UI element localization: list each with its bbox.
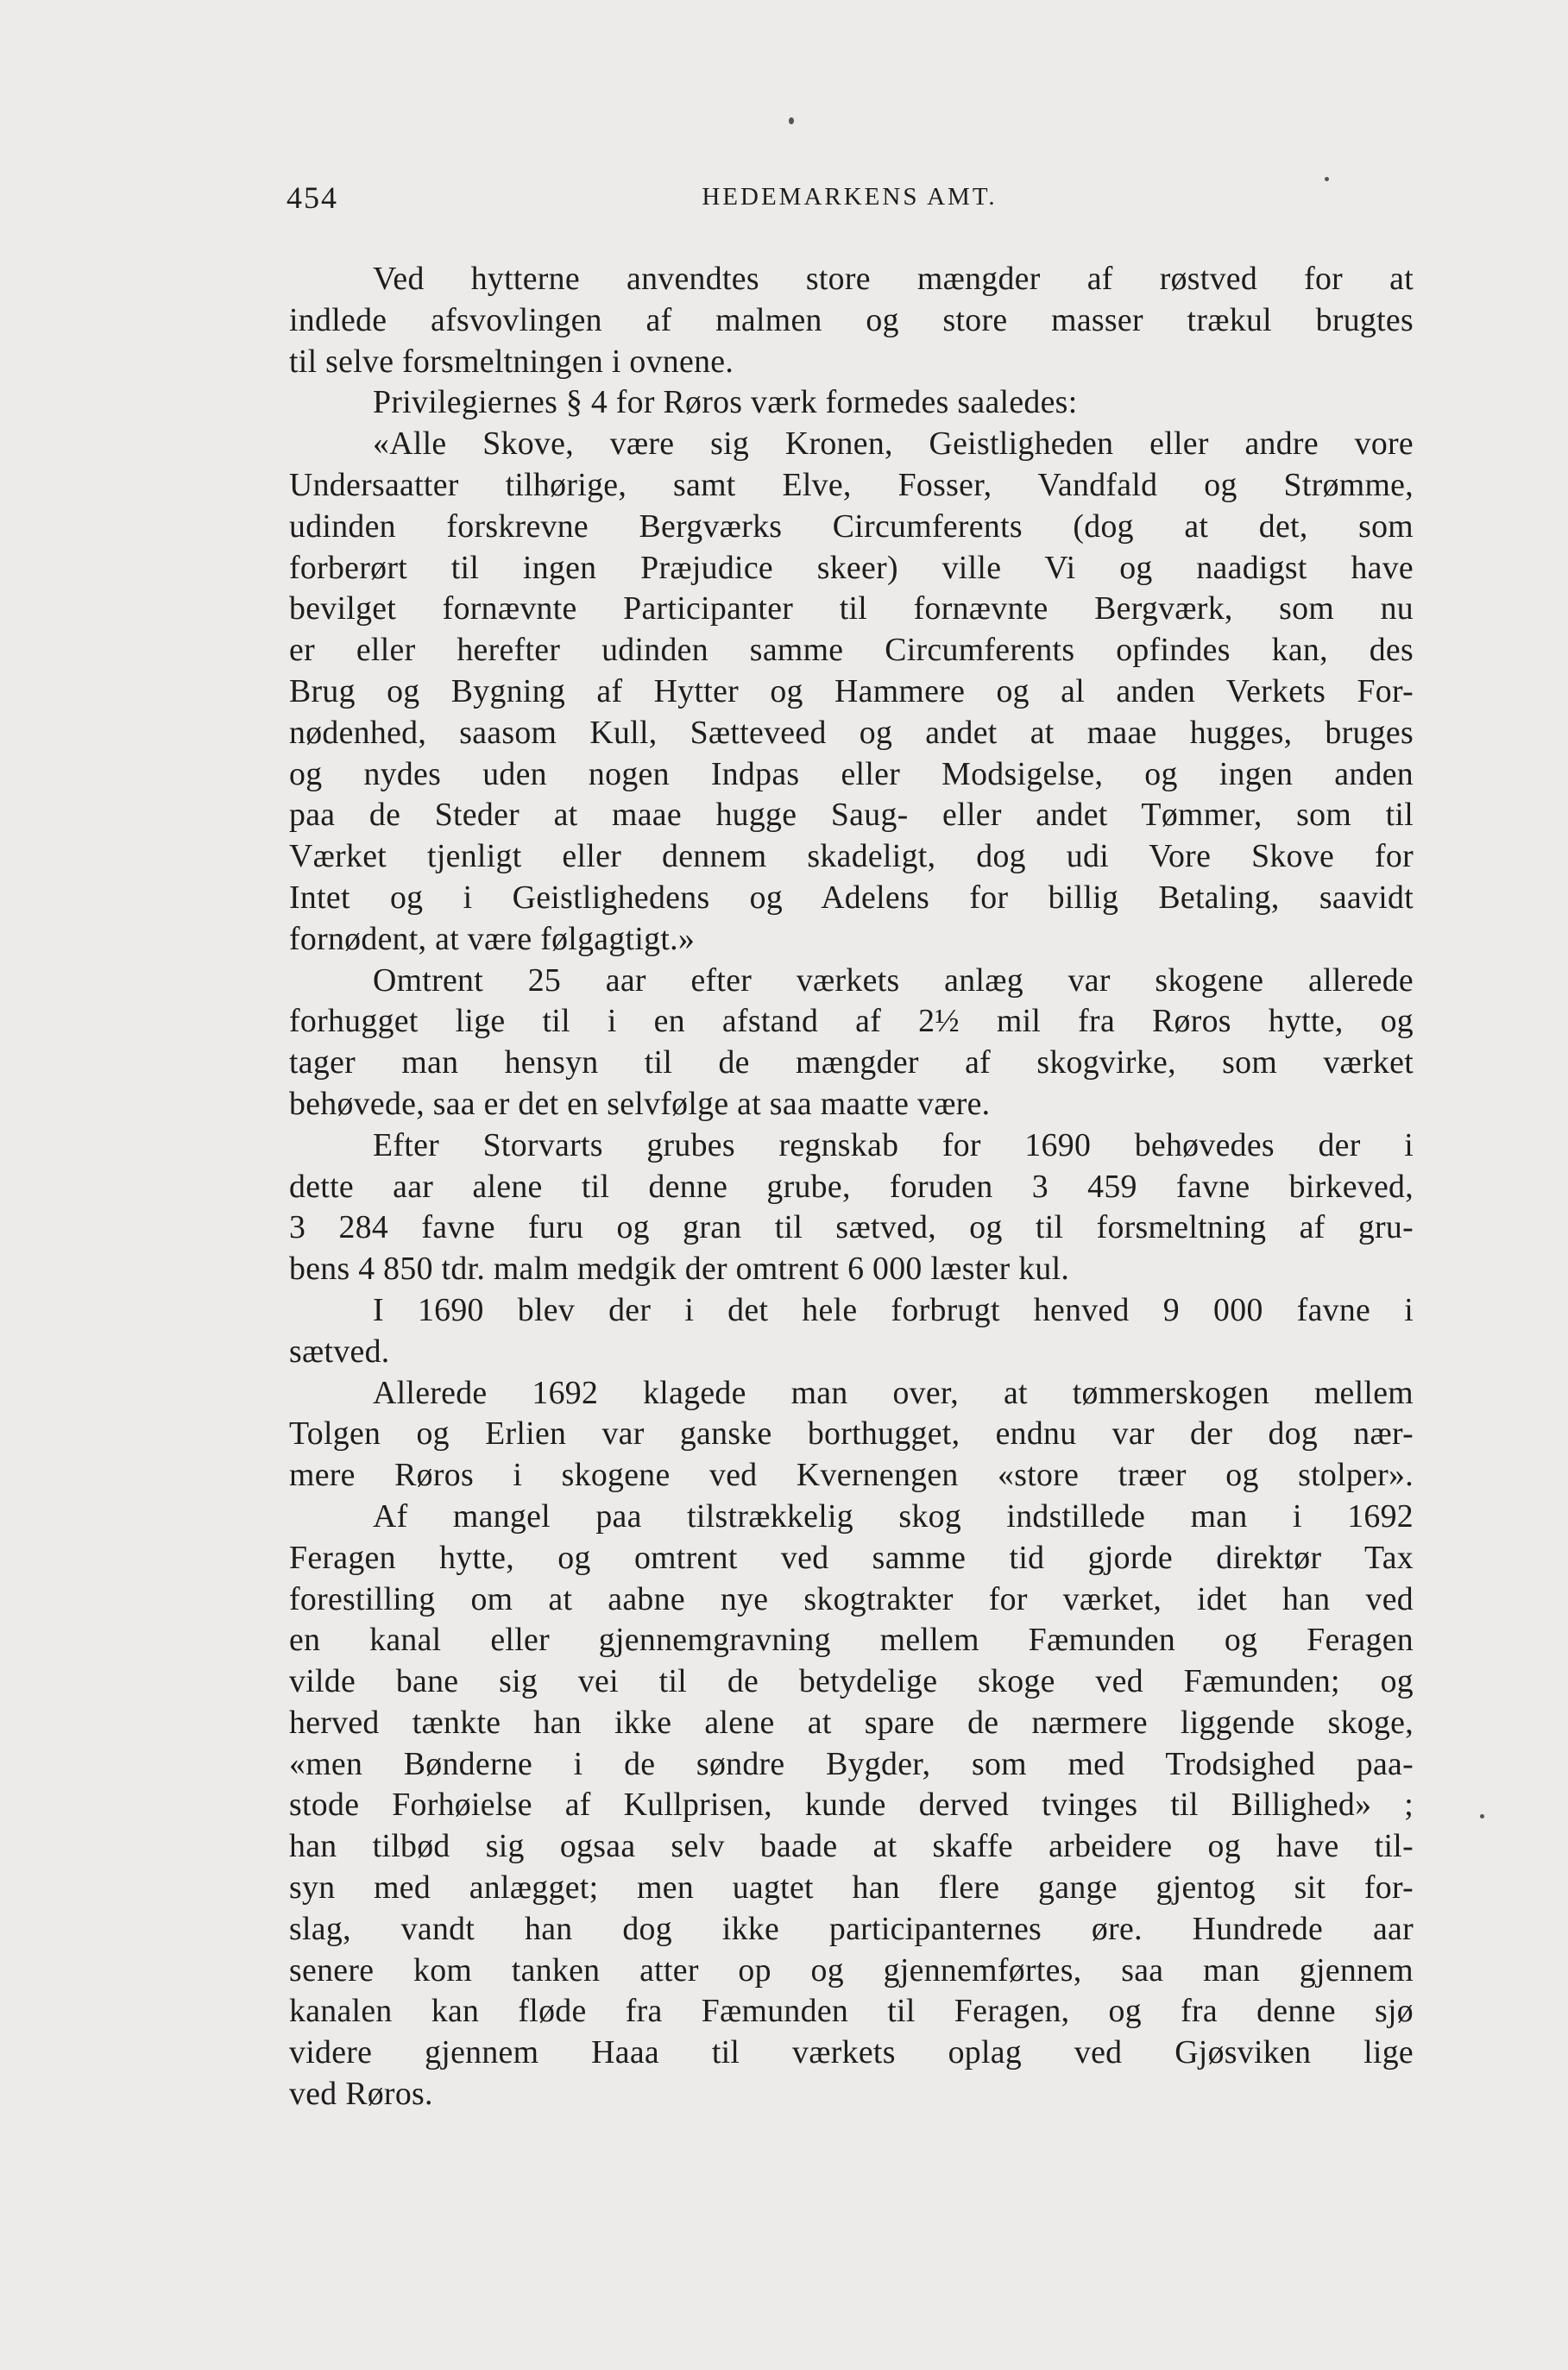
text-line: Tolgen og Erlien var ganske borthugget, endnu var der dog nær- <box>289 1415 1414 1453</box>
text-line: senere kom tanken atter op og gjennemførtes, saa man gjennem <box>289 1951 1414 1989</box>
text-line: og nydes uden nogen Indpas eller Modsigelse, og ingen anden <box>289 755 1414 792</box>
text-line: 3 284 favne furu og gran til sætved, og til forsmeltning af gru- <box>289 1209 1414 1246</box>
text-line: «Alle Skove, være sig Kronen, Geistligheden eller andre vore <box>373 425 1414 463</box>
text-line: sætved. <box>289 1333 390 1370</box>
text-line: Brug og Bygning af Hytter og Hammere og al anden Verkets For- <box>289 672 1414 709</box>
body-text <box>289 259 1414 2115</box>
text-line: slag, vandt han dog ikke participanternes øre. Hundrede aar <box>289 1910 1414 1947</box>
text-line: indlede afsvovlingen af malmen og store masser trækul brugtes <box>289 301 1414 338</box>
text-line: en kanal eller gjennemgravning mellem Fæmunden og Feragen <box>289 1622 1414 1659</box>
text-line: nødenhed, saasom Kull, Sætteveed og andet at maae hugges, bruges <box>289 714 1414 751</box>
text-line: bevilget fornævnte Participanter til fornævnte Bergværk, som nu <box>289 590 1414 627</box>
text-line: forberørt til ingen Præjudice skeer) ville Vi og naadigst have <box>289 549 1414 586</box>
text-line: kanalen kan fløde fra Fæmunden til Feragen, og fra denne sjø <box>289 1993 1414 2030</box>
text-line: mere Røros i skogene ved Kvernengen «store træer og stolper». <box>289 1457 1414 1494</box>
text-line: I 1690 blev der i det hele forbrugt henved 9 000 favne i <box>373 1291 1414 1328</box>
print-speck <box>1325 177 1329 181</box>
text-line: udinden forskrevne Bergværks Circumferents (dog at det, som <box>289 507 1414 545</box>
text-line: paa de Steder at maae hugge Saug- eller andet Tømmer, som til <box>289 797 1414 834</box>
text-line: «men Bønderne i de søndre Bygder, som med Trodsighed paa- <box>289 1745 1414 1782</box>
text-line: forestilling om at aabne nye skogtrakter for værket, idet han ved <box>289 1580 1414 1617</box>
text-line: Intet og i Geistlighedens og Adelens for billig Betaling, saavidt <box>289 879 1414 916</box>
text-line: dette aar alene til denne grube, foruden 3 459 favne birkeved, <box>289 1168 1414 1205</box>
text-line: Allerede 1692 klagede man over, at tømmerskogen mellem <box>373 1374 1414 1411</box>
text-line: er eller herefter udinden samme Circumferents opfindes kan, des <box>289 632 1414 669</box>
text-line: Privilegiernes § 4 for Røros værk formedes saaledes: <box>373 384 1078 421</box>
text-line: tager man hensyn til de mængder af skogvirke, som værket <box>289 1044 1414 1081</box>
text-line: Efter Storvarts grubes regnskab for 1690 behøvedes der i <box>373 1126 1414 1163</box>
text-line: til selve forsmeltningen i ovnene. <box>289 343 734 380</box>
text-line: Feragen hytte, og omtrent ved samme tid gjorde direktør Tax <box>289 1539 1414 1576</box>
text-line: behøvede, saa er det en selvfølge at saa maatte være. <box>289 1085 991 1122</box>
text-line: herved tænkte han ikke alene at spare de nærmere liggende skoge, <box>289 1704 1414 1741</box>
page-header <box>287 180 1413 223</box>
text-line: fornødent, at være følgagtigt.» <box>289 920 696 957</box>
text-line: Ved hytterne anvendtes store mængder af røstved for at <box>373 261 1414 297</box>
text-line: Undersaatter tilhørige, samt Elve, Fosser, Vandfald og Strømme, <box>289 466 1414 503</box>
text-line: forhugget lige til i en afstand af 2½ mil fra Røros hytte, og <box>289 1003 1414 1040</box>
text-line: videre gjennem Haaa til værkets oplag ved Gjøsviken lige <box>289 2034 1414 2071</box>
text-line: Værket tjenligt eller dennem skadeligt, dog udi Vore Skove for <box>289 838 1414 875</box>
text-line: stode Forhøielse af Kullprisen, kunde derved tvinges til Billighed» ; <box>289 1787 1414 1824</box>
text-line: han tilbød sig ogsaa selv baade at skaffe arbeidere og have til- <box>289 1828 1414 1865</box>
page-number: 454 <box>287 180 338 215</box>
text-line: ved Røros. <box>289 2076 433 2113</box>
text-line: vilde bane sig vei til de betydelige skoge ved Fæmunden; og <box>289 1663 1414 1700</box>
print-speck <box>789 117 794 124</box>
text-line: bens 4 850 tdr. malm medgik der omtrent 6 000 læster kul. <box>289 1251 1070 1288</box>
text-line: Omtrent 25 aar efter værkets anlæg var skogene allerede <box>373 961 1414 999</box>
running-head: HEDEMARKENS AMT. <box>702 183 998 211</box>
print-speck <box>1480 1814 1484 1818</box>
text-line: Af mangel paa tilstrækkelig skog indstillede man i 1692 <box>373 1497 1414 1535</box>
text-line: syn med anlægget; men uagtet han flere gange gjentog sit for- <box>289 1869 1414 1907</box>
